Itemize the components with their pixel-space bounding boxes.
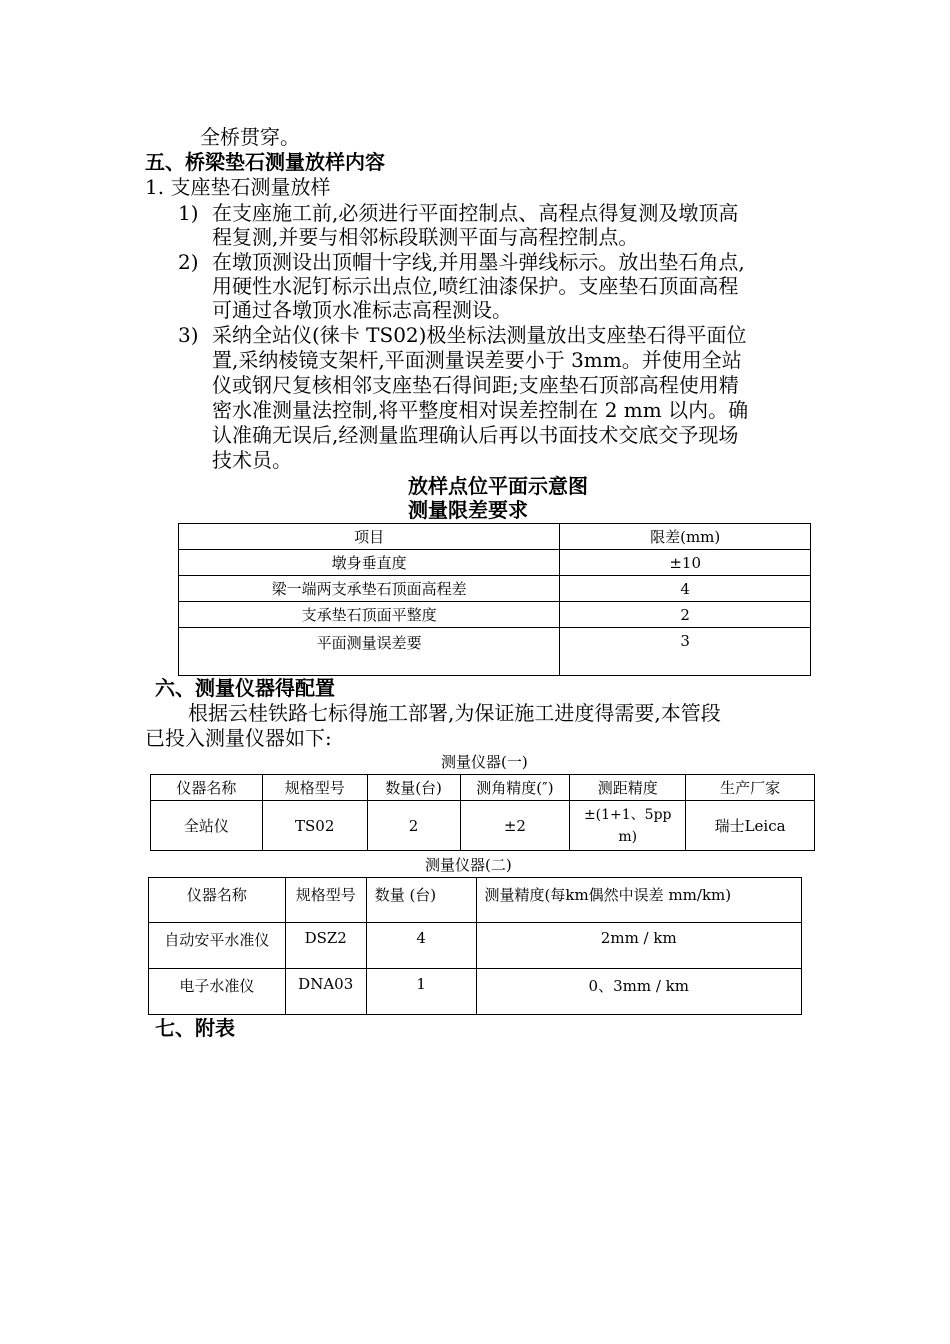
table-row [179,628,811,676]
cell-line: ±(1+1、5pp [583,806,672,823]
table-cell: ±2 [460,801,570,851]
section-heading-7: 七、附表 [155,1016,235,1040]
header-cell: 生产厂家 [686,775,815,801]
header-cell: 规格型号 [285,878,366,923]
header-cell: 规格型号 [262,775,367,801]
list-item-text: 用硬性水泥钉标示出点位,喷红油漆保护。支座垫石顶面高程 [212,274,739,298]
table-cell: 支承垫石顶面平整度 [179,602,560,628]
table-cell: 梁一端两支承垫石顶面高程差 [179,576,560,602]
section-heading-6: 六、测量仪器得配置 [155,676,335,700]
list-item-text: 在支座施工前,必须进行平面控制点、高程点得复测及墩顶高 [212,201,739,225]
table-title: 测量限差要求 [408,498,528,522]
tolerance-table [178,523,811,676]
table-cell: 墩身垂直度 [179,550,560,576]
table-cell [570,801,686,851]
header-cell: 限差(mm) [560,524,811,550]
header-cell: 测角精度(″) [460,775,570,801]
header-cell: 仪器名称 [149,878,286,923]
subheading-1: 1. 支座垫石测量放样 [145,175,331,199]
table-cell: 4 [560,576,811,602]
list-item-text: 在墩顶测设出顶帽十字线,并用墨斗弹线标示。放出垫石角点, [212,250,745,274]
table-caption: 测量仪器(二) [425,856,512,874]
list-item-text: 仪或钢尺复核相邻支座垫石得间距;支座垫石顶部高程使用精 [212,373,739,397]
paragraph-line: 已投入测量仪器如下: [145,726,332,750]
table-cell: 1 [366,969,476,1015]
table-cell: ±10 [560,550,811,576]
table-cell: 2 [367,801,460,851]
table-row [179,550,811,576]
list-number: 1) [178,201,199,225]
instrument-table-2 [148,877,802,1015]
table-row [179,576,811,602]
table-cell: 全站仪 [151,801,263,851]
list-number: 3) [178,323,199,347]
table-cell: 平面测量误差要 [179,628,560,676]
table-cell: 4 [366,923,476,969]
text-line: 全桥贯穿。 [200,125,300,149]
header-cell: 测距精度 [570,775,686,801]
header-cell: 测量精度(每km偶然中误差 mm/km) [476,878,801,923]
table-cell: 3 [560,628,811,676]
table-cell: 自动安平水准仪 [149,923,286,969]
list-item-text: 密水准测量法控制,将平整度相对误差控制在 2 mm 以内。确 [212,398,749,422]
list-item-text: 技术员。 [212,448,292,472]
header-cell: 仪器名称 [151,775,263,801]
table-cell: TS02 [262,801,367,851]
table-row [151,801,815,851]
table-caption: 测量仪器(一) [441,753,528,771]
table-cell: 瑞士Leica [686,801,815,851]
section-heading-5: 五、桥梁垫石测量放样内容 [145,150,385,174]
header-cell: 数量 (台) [366,878,476,923]
list-item-text: 认准确无误后,经测量监理确认后再以书面技术交底交予现场 [212,423,739,447]
table-row [179,602,811,628]
table-cell: 0、3mm / km [476,969,801,1015]
table-cell: 2 [560,602,811,628]
list-item-text: 采纳全站仪(徕卡 TS02)极坐标法测量放出支座垫石得平面位 [212,323,747,347]
table-header-row [149,878,802,923]
table-header-row [179,524,811,550]
table-cell: DNA03 [285,969,366,1015]
table-cell: 电子水准仪 [149,969,286,1015]
table-header-row [151,775,815,801]
table-row [149,969,802,1015]
cell-line: m) [618,828,638,845]
table-cell: 2mm / km [476,923,801,969]
list-item-text: 置,采纳棱镜支架杆,平面测量误差要小于 3mm。并使用全站 [212,348,742,372]
list-item-text: 可通过各墩顶水准标志高程测设。 [212,298,512,322]
header-cell: 数量(台) [367,775,460,801]
list-item-text: 程复测,并要与相邻标段联测平面与高程控制点。 [212,225,639,249]
instrument-table-1 [150,774,815,851]
header-cell: 项目 [179,524,560,550]
table-cell: DSZ2 [285,923,366,969]
table-row [149,923,802,969]
paragraph-line: 根据云桂铁路七标得施工部署,为保证施工进度得需要,本管段 [188,701,721,725]
list-number: 2) [178,250,199,274]
figure-title: 放样点位平面示意图 [408,474,588,498]
